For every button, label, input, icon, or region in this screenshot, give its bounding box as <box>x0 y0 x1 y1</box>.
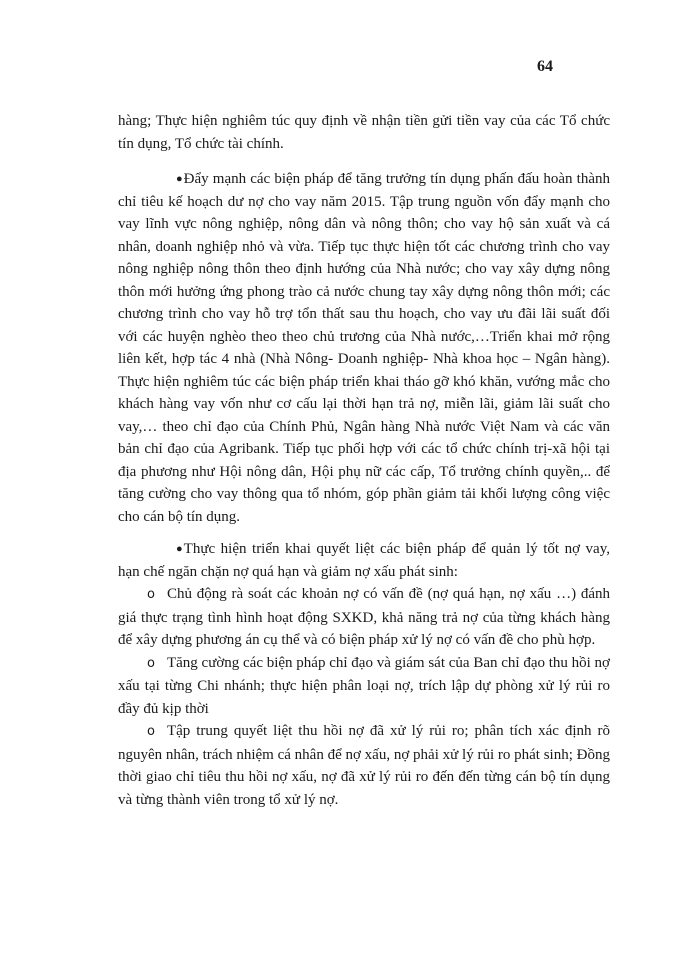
bullet-paragraph-credit-growth <box>118 168 610 528</box>
sub-item-review-debts <box>118 583 610 652</box>
sub-item-text: Tăng cường các biện pháp chỉ đạo và giám sát của Ban chỉ đạo thu hồi nợ xấu tại từng Chi nhánh; thực hiện phân loại nợ, trích lập dự phòng xử lý rủi ro đầy đủ kịp thời <box>118 654 610 717</box>
sub-item-supervision <box>118 652 610 721</box>
sub-item-text: Chủ động rà soát các khoản nợ có vấn đề (nợ quá hạn, nợ xấu …) đánh giá thực trạng tình hình hoạt động SXKD, khả năng trả nợ của từng khách hàng để xây dựng phương án cụ thể và có biện pháp xử lý nợ có vấn đề cho phù hợp. <box>118 586 610 648</box>
bullet-icon: ● <box>176 543 183 555</box>
bullet-icon: ● <box>176 173 183 185</box>
circle-bullet-icon: o <box>147 655 155 671</box>
bullet-paragraph-text: Thực hiện triển khai quyết liệt các biện pháp để quản lý tốt nợ vay, hạn chế ngăn chặn nợ quá hạn và giảm nợ xấu phát sinh: <box>118 541 610 580</box>
bullet-paragraph-text: Đẩy mạnh các biện pháp để tăng trưởng tín dụng phấn đấu hoàn thành chỉ tiêu kế hoạch dư nợ cho vay năm 2015. Tập trung nguồn vốn đẩy mạnh cho vay lĩnh vực nông nghiệp, nông dân và nông thôn; cho vay hộ sản xuất và cá nhân, doanh nghiệp nhỏ và vừa. Tiếp tục thực hiện tốt các chương trình cho vay nông nghiệp nông thôn theo định hướng của Nhà nước; cho vay xây dựng nông thôn mới hưởng ứng phong trào cả nước chung tay xây dựng nông thôn mới; các chương trình cho vay hỗ trợ tổn thất sau thu hoạch, cho vay ưu đãi lãi suất đối với các huyện nghèo theo theo chủ trương của Nhà nước,…Triển khai mở rộng liên kết, hợp tác 4 nhà (Nhà Nông- Doanh nghiệp- Nhà khoa học – Ngân hàng). Thực hiện nghiêm túc các biện pháp triển khai tháo gỡ khó khăn, vướng mắc cho khách hàng vay vốn như cơ cấu lại thời hạn trả nợ, miễn lãi, giảm lãi suất cho vay,… theo chỉ đạo của Chính Phủ, Ngân hàng Nhà nước Việt Nam và các văn bản chỉ đạo của Agribank. Tiếp tục phối hợp với các tổ chức chính trị-xã hội tại địa phương như Hội nông dân, Hội phụ nữ các cấp, Tổ trưởng chính quyền,.. để tăng cường cho vay thông qua tổ nhóm, góp phần giảm tải khối lượng công việc cho cán bộ tín dụng. <box>118 171 610 525</box>
page-number: 64 <box>537 58 553 75</box>
circle-bullet-icon: o <box>147 724 155 739</box>
sub-item-debt-recovery <box>118 720 610 811</box>
paragraph-continuation: hàng; Thực hiện nghiêm túc quy định về nhận tiền gửi tiền vay của các Tổ chức tín dụng, Tổ chức tài chính. <box>118 113 610 152</box>
sub-item-text: Tập trung quyết liệt thu hồi nợ đã xử lý rủi ro; phân tích xác định rõ nguyên nhân, trách nhiệm cá nhân để nợ xấu, nợ phải xử lý rủi ro phát sinh; Đồng thời giao chỉ tiêu thu hồi nợ xấu, nợ đã xử lý rủi ro đến đến từng cán bộ tín dụng và từng thành viên trong tổ xử lý nợ. <box>118 723 610 808</box>
page-body <box>118 110 610 811</box>
circle-bullet-icon: o <box>147 587 155 602</box>
bullet-paragraph-debt-management <box>118 538 610 583</box>
